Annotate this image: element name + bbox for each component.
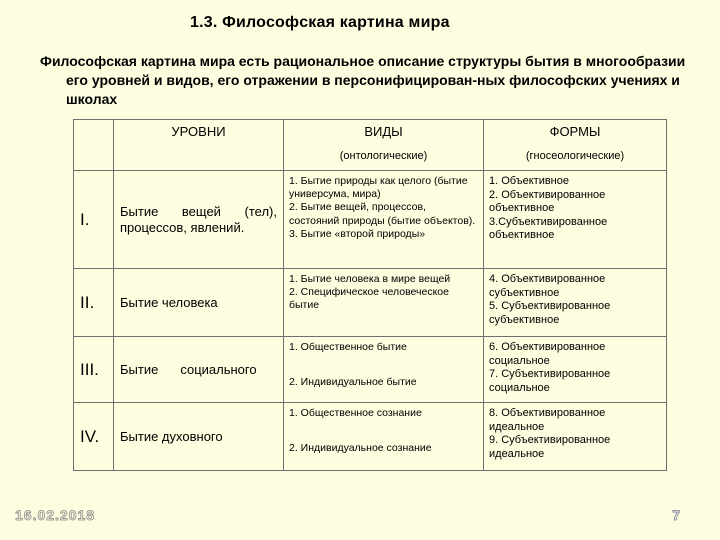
header-kinds: ВИДЫ (онтологические) (284, 120, 484, 171)
slide-date: 16.02.2018 (15, 507, 96, 523)
forms-cell (484, 337, 667, 403)
level-cell: Бытие человека (114, 269, 284, 337)
list-item: 3. Бытие «второй природы» (289, 227, 426, 240)
table-row (74, 403, 667, 471)
level-cell: Бытие социального (114, 337, 284, 403)
header-empty-cell (74, 120, 114, 171)
header-forms: ФОРМЫ (гносеологические) (484, 120, 667, 171)
list-item: 8. Объективированное идеальное (489, 407, 606, 433)
kinds-cell (284, 269, 484, 337)
forms-cell (484, 269, 667, 337)
table-header-row (74, 120, 667, 171)
row-number: IV. (74, 403, 114, 471)
list-item: 1. Бытие человека в мире вещей (289, 273, 451, 285)
page-number: 7 (672, 507, 680, 523)
list-item: 2. Бытие вещей, процессов, состояний природы (бытие объектов). (289, 201, 476, 227)
kinds-cell (284, 337, 484, 403)
table-row (74, 337, 667, 403)
table-row (74, 171, 667, 269)
list-item: 1. Общественное сознание (289, 407, 422, 419)
list-item: 1. Общественное бытие (289, 341, 407, 353)
list-item: 2. Индивидуальное бытие (289, 376, 417, 389)
level-cell: Бытие духовного (114, 403, 284, 471)
header-levels: УРОВНИ (114, 120, 284, 171)
kinds-cell (284, 171, 484, 269)
forms-cell (484, 171, 667, 269)
row-number: I. (74, 171, 114, 269)
levels-table (73, 119, 667, 471)
kinds-cell (284, 403, 484, 471)
list-item: 4. Объективированное субъективное (489, 273, 606, 299)
list-item: 7. Субъективированное социальное (489, 368, 611, 394)
list-item: 1. Бытие природы как целого (бытие универсума, мира) (289, 175, 468, 201)
row-number: II. (74, 269, 114, 337)
row-number: III. (74, 337, 114, 403)
list-item: 2. Объективированное объективное (489, 188, 606, 214)
header-kinds-sub: (онтологические) (339, 149, 428, 162)
forms-cell (484, 403, 667, 471)
list-item: 9. Субъективированное идеальное (489, 434, 611, 460)
list-item: 5. Субъективированное субъективное (489, 300, 611, 326)
list-item: 1. Объективное (489, 175, 569, 187)
slide-title: 1.3. Философская картина мира (190, 14, 450, 31)
header-forms-sub: (гносеологические) (525, 149, 625, 162)
level-cell: Бытие вещей (тел), процессов, явлений. (114, 171, 284, 269)
list-item: 6. Объективированное социальное (489, 341, 606, 367)
list-item: 2. Индивидуальное сознание (289, 442, 432, 455)
list-item: 2. Специфическое человеческое бытие (289, 286, 449, 312)
list-item: 3.Субъективированное объективное (489, 215, 608, 241)
table-row (74, 269, 667, 337)
intro-paragraph: Философская картина мира есть рациональное описание структуры бытия в многообразии его уровней и видов, его отражении в персонифицирован-ных философских учениях и школах (40, 53, 686, 107)
